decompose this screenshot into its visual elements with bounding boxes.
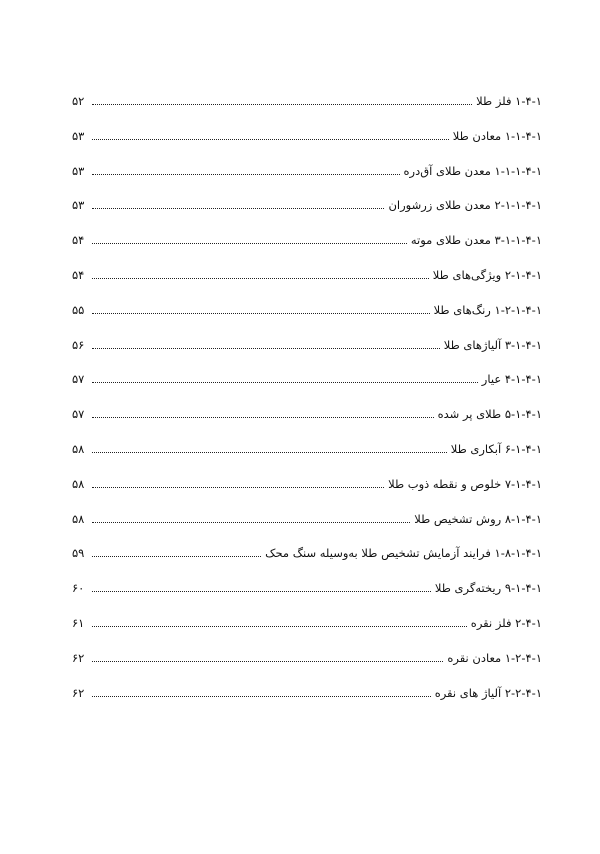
dot-leader	[92, 625, 467, 627]
dot-leader	[92, 416, 434, 418]
dot-leader	[92, 660, 443, 662]
toc-entry-title: ۳-۱-۴-۱ آلیاژهای طلا	[443, 337, 542, 352]
toc-entry[interactable]	[72, 510, 542, 545]
toc-entry[interactable]	[72, 231, 542, 266]
toc-entry-title: ۶-۱-۴-۱ آبکاری طلا	[450, 441, 542, 456]
toc-page-number: ۵۶	[72, 337, 85, 352]
toc-entry-title: ۵-۱-۴-۱ طلای پر شده	[437, 407, 542, 422]
toc-entry[interactable]	[72, 127, 542, 162]
toc-entry[interactable]	[72, 475, 542, 510]
toc-entry-title: ۱-۲-۴-۱ معادن نقره	[447, 650, 542, 665]
dot-leader	[92, 207, 384, 209]
dot-leader	[92, 381, 478, 383]
toc-entry[interactable]	[72, 370, 542, 405]
dot-leader	[92, 242, 407, 244]
toc-page-number: ۵۳	[72, 163, 85, 178]
toc-entry-title: ۸-۱-۴-۱ روش تشخیص طلا	[414, 511, 542, 526]
toc-entry-title: ۱-۱-۱-۴-۱ معدن طلای آق‌دره	[403, 163, 542, 178]
toc-entry-title: ۴-۱-۴-۱ عیار	[481, 372, 542, 387]
toc-entry[interactable]	[72, 266, 542, 301]
dot-leader	[92, 695, 431, 697]
dot-leader	[92, 103, 472, 105]
toc-page-number: ۵۳	[72, 198, 85, 213]
toc-entry[interactable]	[72, 649, 542, 684]
dot-leader	[92, 451, 447, 453]
toc-entry-title: ۹-۱-۴-۱ ریخته‌گری طلا	[434, 581, 542, 596]
toc-entry[interactable]	[72, 336, 542, 371]
dot-leader	[92, 590, 431, 592]
toc-entry[interactable]	[72, 405, 542, 440]
toc-entry-title: ۲-۱-۱-۴-۱ معدن طلای زرشوران	[388, 198, 542, 213]
toc-entry-title: ۲-۲-۴-۱ آلیاژ های نقره	[434, 685, 542, 700]
toc-page-number: ۶۱	[72, 615, 85, 630]
toc-page-number: ۵۹	[72, 546, 85, 561]
toc-entry[interactable]	[72, 684, 542, 719]
toc-page-number: ۵۷	[72, 372, 85, 387]
toc-page-number: ۵۴	[72, 233, 85, 248]
toc-entry-title: ۳-۱-۱-۴-۱ معدن طلای موته	[410, 233, 542, 248]
toc-page-number: ۵۷	[72, 407, 85, 422]
toc-entry-title: ۱-۸-۱-۴-۱ فرایند آزمایش تشخیص طلا به‌وسیله سنگ محک	[265, 546, 542, 561]
dot-leader	[92, 173, 400, 175]
toc-entry-title: ۱-۴-۱ فلز طلا	[476, 94, 542, 108]
toc-entry-title: ۲-۱-۴-۱ ویژگی‌های طلا	[432, 267, 542, 282]
toc-entry[interactable]	[72, 92, 542, 127]
toc-page-number: ۵۸	[72, 441, 85, 456]
table-of-contents	[72, 92, 542, 718]
toc-entry[interactable]	[72, 162, 542, 197]
dot-leader	[92, 521, 410, 523]
dot-leader	[92, 347, 440, 349]
toc-page-number: ۵۵	[72, 302, 85, 317]
dot-leader	[92, 277, 429, 279]
toc-page-number: ۵۸	[72, 511, 85, 526]
toc-entry-title: ۱-۱-۴-۱ معادن طلا	[452, 128, 542, 143]
toc-entry-title: ۱-۲-۱-۴-۱ رنگ‌های طلا	[433, 302, 542, 317]
toc-page-number: ۵۲	[72, 94, 85, 108]
toc-entry[interactable]	[72, 544, 542, 579]
toc-page-number: ۶۲	[72, 685, 85, 700]
toc-page-number: ۵۳	[72, 128, 85, 143]
toc-entry-title: ۲-۴-۱ فلز نقره	[470, 615, 542, 630]
dot-leader	[92, 312, 430, 314]
toc-entry[interactable]	[72, 301, 542, 336]
dot-leader	[92, 555, 261, 557]
toc-page-number: ۶۲	[72, 650, 85, 665]
toc-entry-title: ۷-۱-۴-۱ خلوص و نقطه ذوب طلا	[388, 476, 542, 491]
toc-page-number: ۵۴	[72, 267, 85, 282]
toc-entry[interactable]	[72, 440, 542, 475]
toc-page-number: ۶۰	[72, 581, 85, 596]
dot-leader	[92, 138, 449, 140]
toc-entry[interactable]	[72, 614, 542, 649]
toc-entry[interactable]	[72, 196, 542, 231]
toc-entry[interactable]	[72, 579, 542, 614]
toc-page-number: ۵۸	[72, 476, 85, 491]
dot-leader	[92, 486, 384, 488]
